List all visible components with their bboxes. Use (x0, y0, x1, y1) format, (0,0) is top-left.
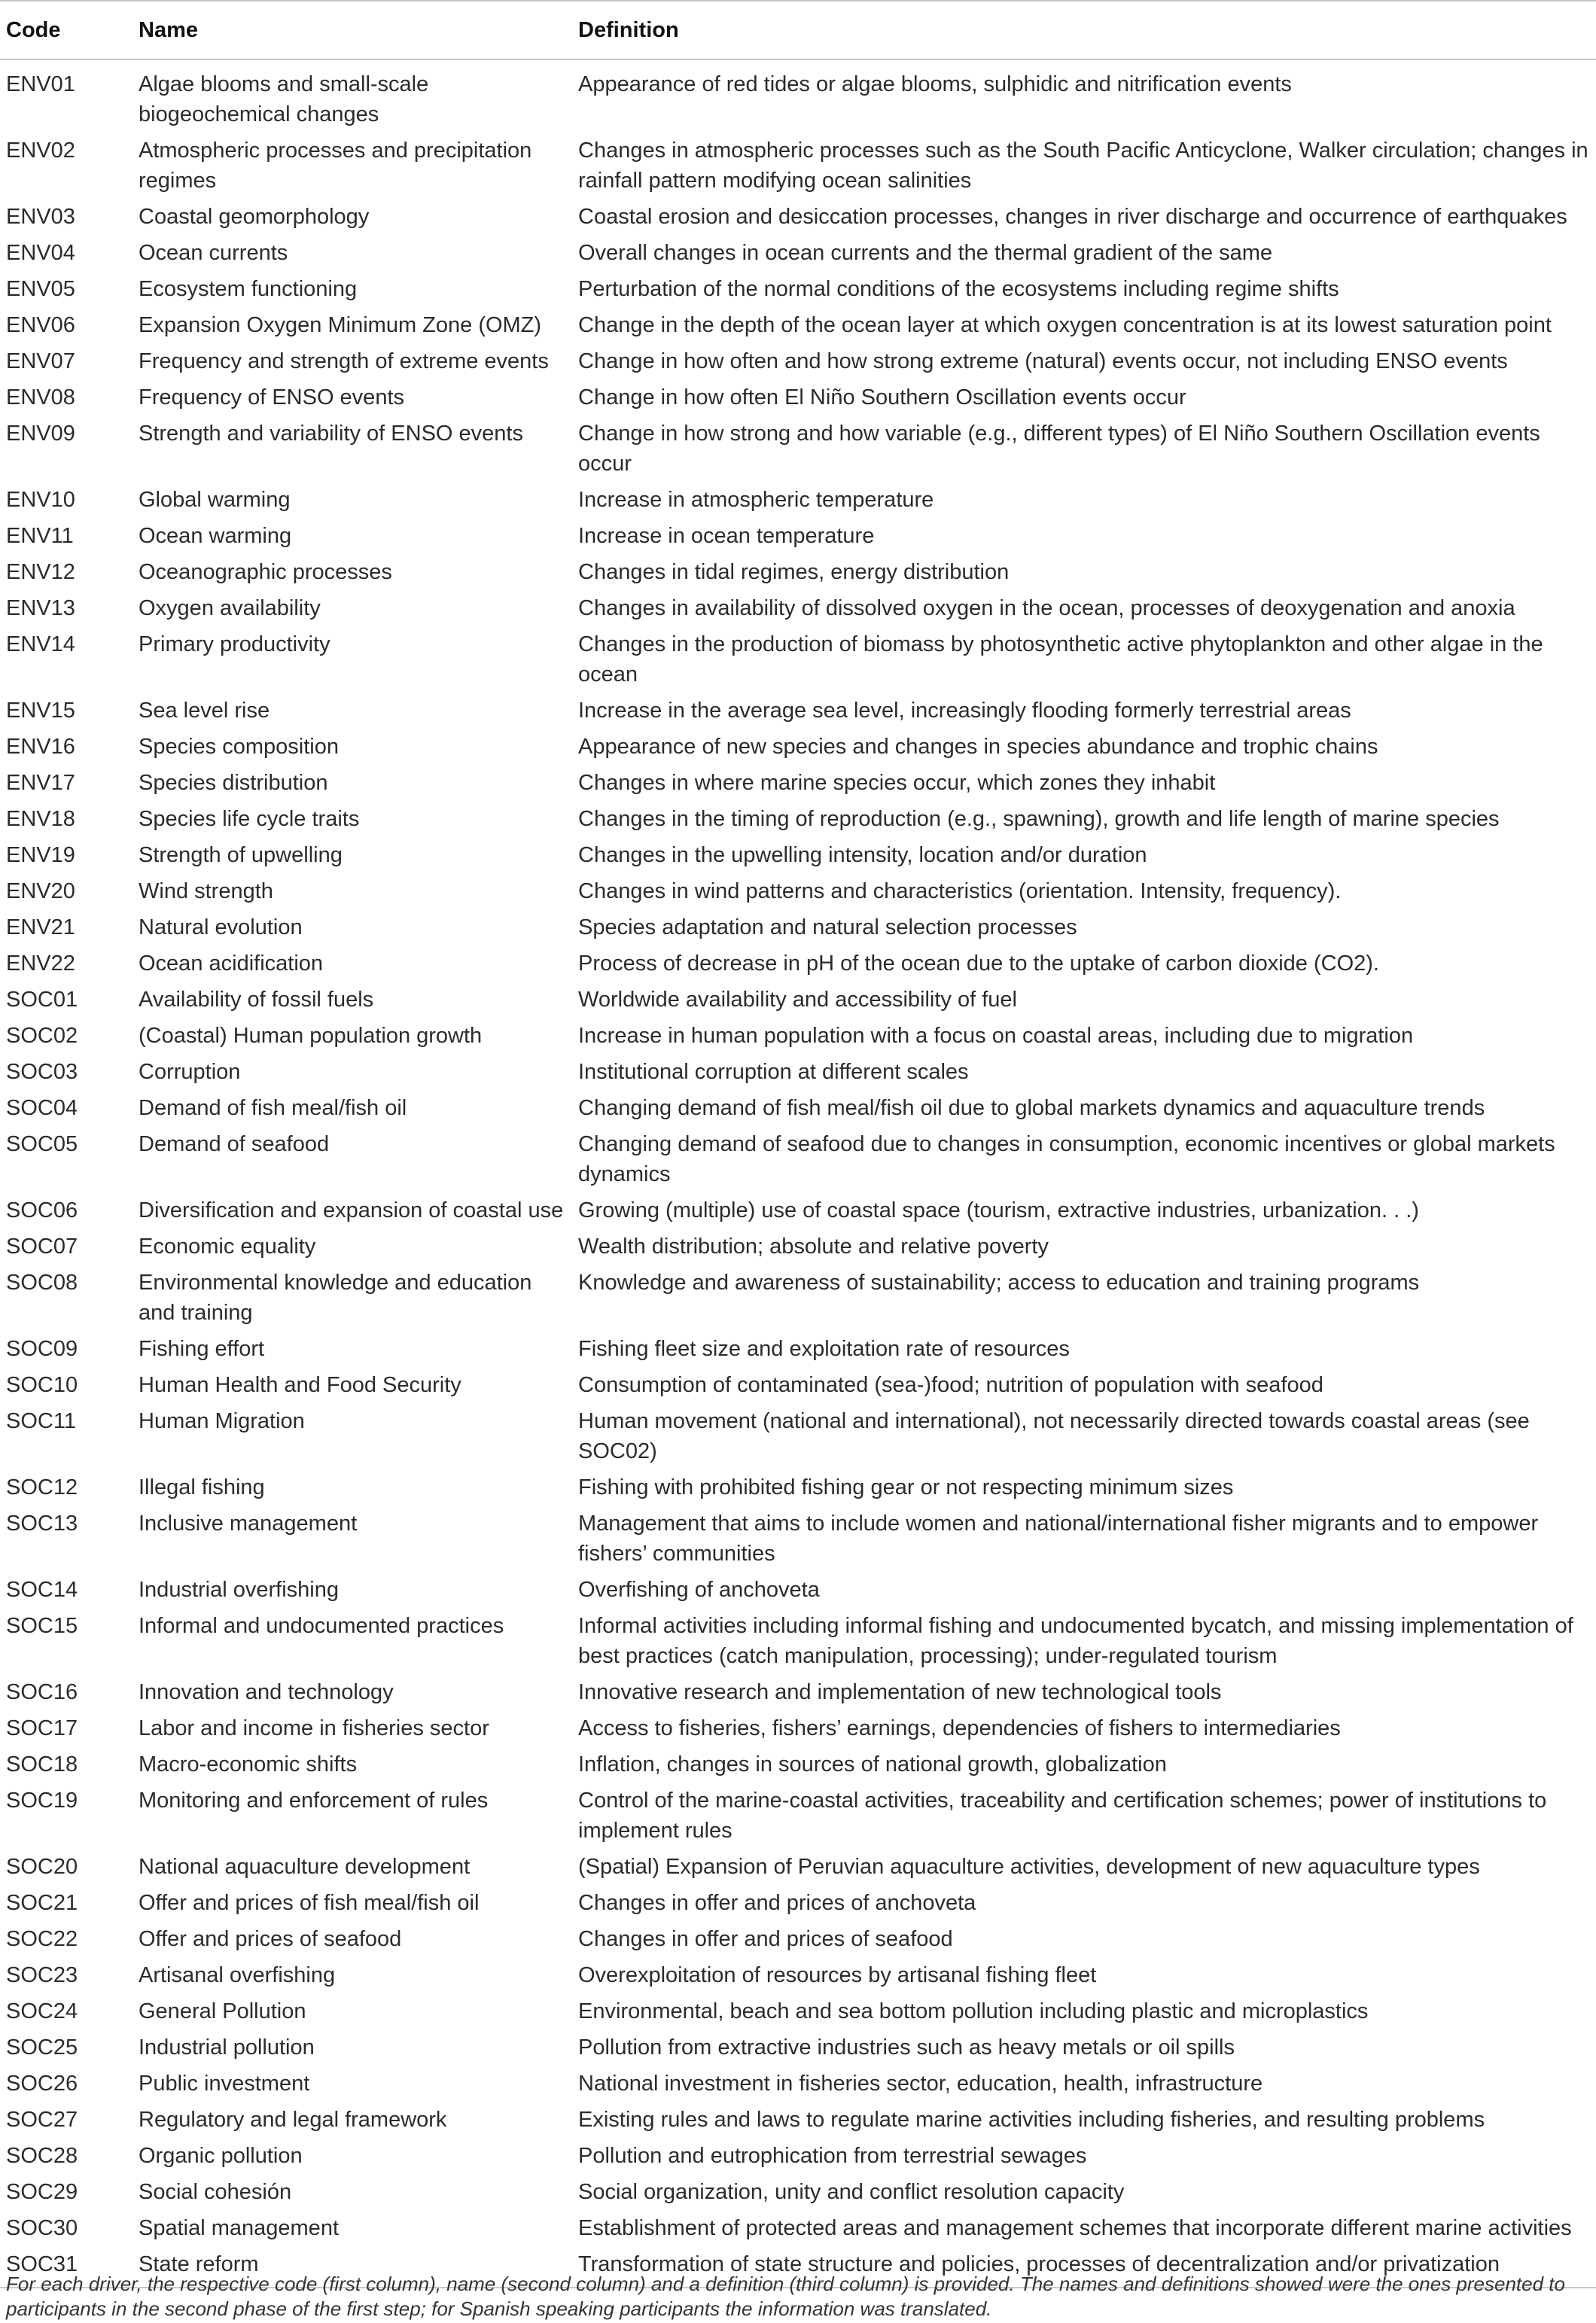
cell-definition: Transformation of state structure and policies, processes of decentralization and/or privatization (572, 2246, 1596, 2288)
cell-definition: Increase in atmospheric temperature (578, 488, 934, 512)
cell-name: Natural evolution (139, 915, 303, 939)
cell-code: SOC06 (6, 1198, 78, 1222)
table-header (0, 1, 1596, 59)
cell-code: SOC25 (6, 2035, 78, 2060)
table-row (0, 945, 1596, 982)
cell-definition: Fishing fleet size and exploitation rate of resources (578, 1337, 1070, 1361)
cell-code: ENV20 (6, 879, 75, 903)
table-row (0, 1993, 1596, 2029)
cell-definition: (Spatial) Expansion of Peruvian aquaculture activities, development of new aquaculture types (578, 1855, 1480, 1879)
header-row (0, 1, 1596, 59)
cell-code: ENV07 (6, 349, 75, 373)
cell-code: ENV10 (6, 488, 75, 512)
cell-definition: Inflation, changes in sources of national growth, globalization (578, 1752, 1167, 1777)
cell-code: SOC28 (6, 2144, 78, 2168)
cell-definition: Changing demand of seafood due to changes in consumption, economic incentives or global markets dynamics (578, 1132, 1555, 1186)
cell-definition: Overexploitation of resources by artisanal fishing fleet (578, 1963, 1097, 1987)
cell-definition: Changes in the timing of reproduction (e.g., spawning), growth and life length of marine species (578, 807, 1500, 831)
cell-code: SOC04 (6, 1096, 78, 1120)
cell-name: Human Migration (139, 1409, 305, 1433)
cell-definition: Appearance of new species and changes in species abundance and trophic chains (578, 735, 1378, 759)
cell-code: ENV16 (6, 735, 75, 759)
cell-code: SOC30 (6, 2216, 78, 2240)
cell-name: Frequency of ENSO events (139, 385, 404, 409)
cell-code: ENV11 (6, 524, 74, 548)
table-row (0, 1572, 1596, 1608)
table-row (0, 909, 1596, 945)
cell-code: ENV09 (6, 422, 75, 446)
cell-name: Strength and variability of ENSO events (139, 422, 523, 446)
cell-name: Wind strength (139, 879, 273, 903)
table-row (0, 982, 1596, 1018)
cell-name: Diversification and expansion of coastal use (139, 1198, 564, 1222)
cell-name: Coastal geomorphology (139, 205, 370, 229)
table-row (0, 1090, 1596, 1126)
cell-code: SOC21 (6, 1891, 78, 1915)
table-row (0, 379, 1596, 416)
cell-definition: Institutional corruption at different scales (578, 1060, 969, 1084)
table-row (0, 1921, 1596, 1957)
table-row (0, 1674, 1596, 1710)
cell-definition: Changes in offer and prices of anchoveta (578, 1891, 976, 1915)
cell-code: SOC05 (6, 1132, 78, 1156)
cell-code: SOC03 (6, 1060, 78, 1084)
cell-definition: Increase in human population with a focus on coastal areas, including due to migration (578, 1024, 1414, 1048)
cell-definition: National investment in fisheries sector, education, health, infrastructure (578, 2072, 1263, 2096)
table-row (0, 1265, 1596, 1331)
cell-definition: Changes in offer and prices of seafood (578, 1927, 953, 1951)
cell-code: SOC02 (6, 1024, 78, 1048)
cell-name: Frequency and strength of extreme events (139, 349, 549, 373)
cell-name: Macro-economic shifts (139, 1752, 358, 1777)
cell-definition: Management that aims to include women and national/international fisher migrants and to empower fishers’ communities (578, 1512, 1539, 1566)
table-row (0, 1403, 1596, 1469)
cell-code: SOC07 (6, 1235, 78, 1259)
cell-name: Labor and income in fisheries sector (139, 1716, 489, 1740)
cell-definition: Wealth distribution; absolute and relative poverty (578, 1235, 1049, 1259)
cell-code: ENV17 (6, 771, 75, 795)
table-row (0, 518, 1596, 554)
table-row (0, 1783, 1596, 1849)
table-row (0, 1957, 1596, 1993)
cell-code: SOC16 (6, 1680, 78, 1704)
cell-code: SOC09 (6, 1337, 78, 1361)
cell-definition: Establishment of protected areas and management schemes that incorporate different marine activities (578, 2216, 1572, 2240)
cell-name: Strength of upwelling (139, 843, 343, 867)
cell-name: Human Health and Food Security (139, 1373, 461, 1397)
cell-definition: Species adaptation and natural selection processes (578, 915, 1077, 939)
table-row (0, 626, 1596, 693)
table-row (0, 1126, 1596, 1192)
cell-definition: Access to fisheries, fishers’ earnings, dependencies of fishers to intermediaries (578, 1716, 1341, 1740)
cell-definition: Consumption of contaminated (sea-)food; nutrition of population with seafood (578, 1373, 1323, 1397)
cell-definition: Fishing with prohibited fishing gear or not respecting minimum sizes (578, 1475, 1234, 1499)
cell-definition: Overfishing of anchoveta (578, 1578, 820, 1602)
table-row (0, 2174, 1596, 2210)
cell-name: Ocean acidification (139, 951, 324, 976)
cell-name: Social cohesión (139, 2180, 292, 2204)
table-row (0, 1018, 1596, 1054)
cell-name: Global warming (139, 488, 291, 512)
table-row (0, 1228, 1596, 1265)
table-row (0, 2210, 1596, 2246)
table-row (0, 729, 1596, 765)
table-caption: For each driver, the respective code (first column), name (second column) and a definition (third column) is provided. The names and definitions showed were the ones presented to participants in the second phase of the first step; for Spanish speaking participants the information was translated. (6, 2273, 1565, 2320)
cell-definition: Appearance of red tides or algae blooms, sulphidic and nitrification events (578, 72, 1292, 96)
table-row (0, 416, 1596, 482)
cell-definition: Change in how strong and how variable (e.g., different types) of El Niño Southern Oscillation events occur (578, 422, 1540, 476)
table-row (0, 693, 1596, 729)
cell-code: SOC08 (6, 1271, 78, 1295)
table-row (0, 132, 1596, 199)
cell-code: SOC27 (6, 2108, 78, 2132)
table-row (0, 1746, 1596, 1783)
cell-name: Expansion Oxygen Minimum Zone (OMZ) (139, 313, 542, 337)
cell-definition: Changes in the production of biomass by photosynthetic active phytoplankton and other algae in the ocean (578, 632, 1543, 687)
cell-definition: Worldwide availability and accessibility of fuel (578, 988, 1017, 1012)
table-row (0, 554, 1596, 590)
cell-definition: Changes in tidal regimes, energy distribution (578, 560, 1010, 584)
cell-definition: Process of decrease in pH of the ocean due to the uptake of carbon dioxide (CO2). (578, 951, 1379, 976)
cell-definition: Overall changes in ocean currents and the thermal gradient of the same (578, 241, 1273, 265)
cell-name: General Pollution (139, 1999, 306, 2023)
cell-definition: Increase in the average sea level, increasingly flooding formerly terrestrial areas (578, 699, 1351, 723)
table-row (0, 2066, 1596, 2102)
cell-code: ENV14 (6, 632, 75, 656)
cell-name: Algae blooms and small-scale biogeochemical changes (139, 72, 429, 126)
cell-code: ENV01 (6, 72, 75, 96)
cell-definition: Existing rules and laws to regulate marine activities including fisheries, and resulting problems (578, 2108, 1485, 2132)
cell-code: ENV13 (6, 596, 75, 620)
cell-name: Atmospheric processes and precipitation regimes (139, 139, 532, 193)
cell-code: SOC19 (6, 1789, 78, 1813)
table-row (0, 2102, 1596, 2138)
cell-code: ENV15 (6, 699, 75, 723)
cell-definition: Innovative research and implementation of new technological tools (578, 1680, 1222, 1704)
cell-name: Offer and prices of fish meal/fish oil (139, 1891, 480, 1915)
cell-code: ENV05 (6, 277, 75, 301)
cell-definition: Social organization, unity and conflict resolution capacity (578, 2180, 1125, 2204)
cell-code: ENV06 (6, 313, 75, 337)
cell-name: Monitoring and enforcement of rules (139, 1789, 489, 1813)
cell-code: SOC11 (6, 1409, 76, 1433)
cell-code: ENV03 (6, 205, 75, 229)
cell-definition: Changes in where marine species occur, which zones they inhabit (578, 771, 1216, 795)
cell-name: Illegal fishing (139, 1475, 265, 1499)
header-definition: Definition (572, 1, 1596, 59)
cell-code: SOC15 (6, 1614, 78, 1638)
cell-name: Species life cycle traits (139, 807, 360, 831)
cell-definition: Control of the marine-coastal activities, traceability and certification schemes; power of institutions to implement rules (578, 1789, 1547, 1843)
cell-code: ENV02 (6, 139, 75, 163)
cell-name: (Coastal) Human population growth (139, 1024, 483, 1048)
table-row (0, 801, 1596, 837)
cell-name: Innovation and technology (139, 1680, 394, 1704)
cell-name: Ecosystem functioning (139, 277, 358, 301)
cell-code: ENV04 (6, 241, 75, 265)
cell-name: Inclusive management (139, 1512, 358, 1536)
cell-code: SOC26 (6, 2072, 78, 2096)
table-row (0, 482, 1596, 518)
cell-name: Regulatory and legal framework (139, 2108, 447, 2132)
cell-code: SOC14 (6, 1578, 78, 1602)
cell-name: Demand of fish meal/fish oil (139, 1096, 407, 1120)
cell-name: Oxygen availability (139, 596, 321, 620)
cell-code: SOC23 (6, 1963, 78, 1987)
table-row (0, 1054, 1596, 1090)
table-row (0, 837, 1596, 873)
table-row (0, 590, 1596, 626)
cell-definition: Changes in atmospheric processes such as the South Pacific Anticyclone, Walker circulation; changes in rainfall pattern modifying ocean salinities (578, 139, 1588, 193)
cell-definition: Informal activities including informal fishing and undocumented bycatch, and missing implementation of best practices (catch manipulation, processing); under-regulated tourism (578, 1614, 1573, 1668)
cell-name: National aquaculture development (139, 1855, 471, 1879)
table-row (0, 2029, 1596, 2066)
cell-code: SOC01 (6, 988, 78, 1012)
cell-code: SOC24 (6, 1999, 78, 2023)
cell-code: ENV18 (6, 807, 75, 831)
table-row (0, 1710, 1596, 1746)
cell-name: Industrial overfishing (139, 1578, 339, 1602)
cell-name: Ocean currents (139, 241, 288, 265)
table-row (0, 1608, 1596, 1674)
cell-definition: Change in how often and how strong extreme (natural) events occur, not including ENSO events (578, 349, 1508, 373)
table-body (0, 59, 1596, 2288)
table-row (0, 59, 1596, 132)
cell-name: Organic pollution (139, 2144, 303, 2168)
cell-code: ENV19 (6, 843, 75, 867)
table-row (0, 307, 1596, 343)
cell-name: Oceanographic processes (139, 560, 392, 584)
table-row (0, 343, 1596, 379)
table-row (0, 1506, 1596, 1572)
cell-name: Public investment (139, 2072, 310, 2096)
cell-name: Offer and prices of seafood (139, 1927, 402, 1951)
cell-code: SOC22 (6, 1927, 78, 1951)
cell-name: Species composition (139, 735, 339, 759)
cell-definition: Environmental, beach and sea bottom pollution including plastic and microplastics (578, 1999, 1369, 2023)
cell-name: Spatial management (139, 2216, 339, 2240)
cell-name: Fishing effort (139, 1337, 265, 1361)
cell-definition: Changes in wind patterns and characteristics (orientation. Intensity, frequency). (578, 879, 1342, 903)
cell-definition: Change in how often El Niño Southern Oscillation events occur (578, 385, 1186, 409)
cell-definition: Changes in the upwelling intensity, location and/or duration (578, 843, 1147, 867)
cell-name: Primary productivity (139, 632, 330, 656)
cell-name: Species distribution (139, 771, 328, 795)
cell-code: ENV12 (6, 560, 75, 584)
cell-definition: Knowledge and awareness of sustainability; access to education and training programs (578, 1271, 1420, 1295)
header-name: Name (132, 1, 572, 59)
cell-name: State reform (132, 2246, 572, 2288)
cell-code: SOC29 (6, 2180, 78, 2204)
cell-name: Environmental knowledge and education and training (139, 1271, 532, 1325)
cell-definition: Changes in availability of dissolved oxygen in the ocean, processes of deoxygenation and anoxia (578, 596, 1515, 620)
table-row (0, 1849, 1596, 1885)
header-code: Code (0, 1, 132, 59)
cell-code: ENV21 (6, 915, 75, 939)
cell-code: SOC20 (6, 1855, 78, 1879)
table-row (0, 271, 1596, 307)
table-row (0, 199, 1596, 235)
cell-code: ENV22 (6, 951, 75, 976)
table-row (0, 1885, 1596, 1921)
cell-name: Availability of fossil fuels (139, 988, 374, 1012)
cell-name: Artisanal overfishing (139, 1963, 336, 1987)
cell-definition: Pollution from extractive industries such as heavy metals or oil spills (578, 2035, 1235, 2060)
cell-definition: Growing (multiple) use of coastal space (tourism, extractive industries, urbanization. . .) (578, 1198, 1419, 1222)
table-row (0, 873, 1596, 909)
cell-code: SOC17 (6, 1716, 78, 1740)
cell-definition: Change in the depth of the ocean layer at which oxygen concentration is at its lowest saturation point (578, 313, 1552, 337)
cell-name: Corruption (139, 1060, 241, 1084)
table-row (0, 2138, 1596, 2174)
cell-definition: Pollution and eutrophication from terrestrial sewages (578, 2144, 1087, 2168)
cell-code: ENV08 (6, 385, 75, 409)
cell-definition: Perturbation of the normal conditions of the ecosystems including regime shifts (578, 277, 1339, 301)
cell-name: Informal and undocumented practices (139, 1614, 504, 1638)
cell-name: Sea level rise (139, 699, 270, 723)
cell-code: SOC18 (6, 1752, 78, 1777)
table-row (0, 235, 1596, 271)
cell-definition: Changing demand of fish meal/fish oil due to global markets dynamics and aquaculture trends (578, 1096, 1485, 1120)
table-row (0, 765, 1596, 801)
table-row (0, 1331, 1596, 1367)
cell-code: SOC13 (6, 1512, 78, 1536)
cell-name: Demand of seafood (139, 1132, 330, 1156)
cell-code: SOC31 (0, 2246, 132, 2288)
table-row (0, 1192, 1596, 1228)
cell-code: SOC12 (6, 1475, 78, 1499)
cell-name: Economic equality (139, 1235, 316, 1259)
cell-name: Ocean warming (139, 524, 292, 548)
cell-definition: Human movement (national and international), not necessarily directed towards coastal areas (see SOC02) (578, 1409, 1530, 1463)
cell-name: Industrial pollution (139, 2035, 315, 2060)
table-row (0, 1469, 1596, 1506)
cell-definition: Coastal erosion and desiccation processes, changes in river discharge and occurrence of earthquakes (578, 205, 1567, 229)
cell-definition: Increase in ocean temperature (578, 524, 875, 548)
table-row (0, 1367, 1596, 1403)
cell-code: SOC10 (6, 1373, 78, 1397)
